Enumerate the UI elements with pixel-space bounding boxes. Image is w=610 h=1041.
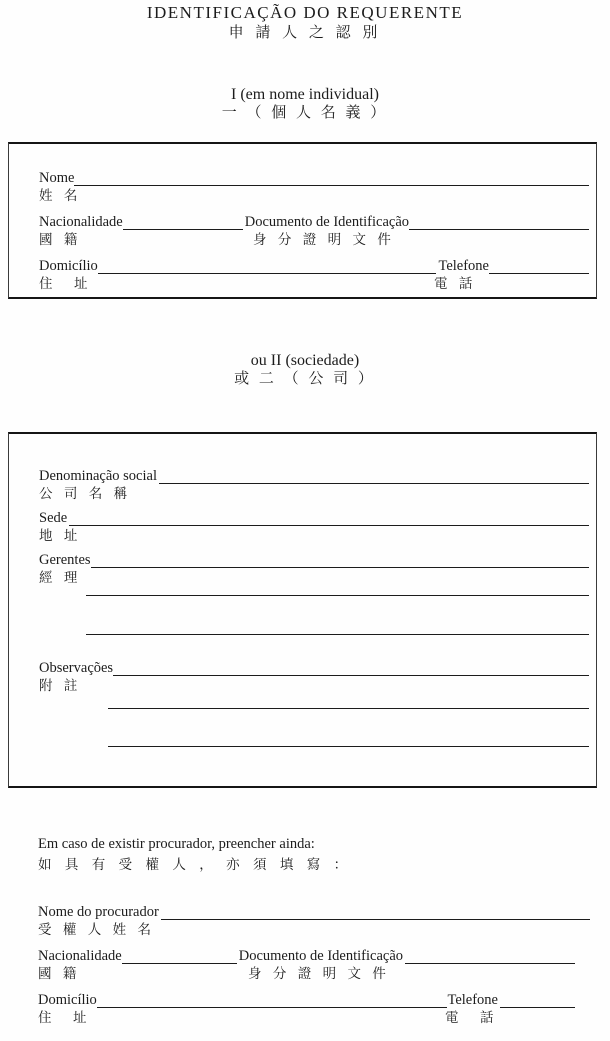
individual-fieldset	[8, 142, 597, 299]
procurador-nome-label-zh: 受 權 人 姓 名	[38, 922, 155, 937]
page-title-zh: 申 請 人 之 認 別	[228, 25, 382, 41]
procurador-nome-input-line[interactable]	[161, 904, 590, 920]
procurador-nome-label: Nome do procurador	[38, 904, 159, 920]
procurador-nacionalidade-label-zh: 國 籍	[38, 966, 81, 981]
procurador-note-pt: Em caso de existir procurador, preencher ainda:	[38, 836, 315, 852]
nome-row	[39, 168, 589, 186]
observacoes-label: Observações	[39, 660, 114, 676]
observacoes-label-zh: 附 註	[39, 678, 82, 693]
denominacao-label-zh: 公 司 名 稱	[39, 486, 132, 501]
domicilio-label-zh: 住 址	[39, 276, 92, 291]
section-individual-heading-pt: I (em nome individual)	[231, 86, 379, 103]
observacoes-input-line[interactable]	[113, 660, 589, 676]
denominacao-row	[39, 466, 589, 484]
section-individual-heading	[0, 86, 610, 130]
gerentes-input-line[interactable]	[91, 552, 589, 568]
sede-label-zh: 地 址	[39, 528, 82, 543]
sede-input-line[interactable]	[69, 510, 589, 526]
document-title-block	[0, 3, 610, 50]
sede-row	[39, 508, 589, 526]
nacionalidade-input-line[interactable]	[123, 214, 243, 230]
section-sociedade-heading	[0, 352, 610, 396]
procurador-documento-label: Documento de Identificação	[238, 948, 404, 964]
procurador-fieldset	[38, 898, 590, 1034]
sede-label: Sede	[39, 510, 68, 526]
domicilio-telefone-row	[39, 256, 589, 274]
domicilio-input-line[interactable]	[98, 258, 437, 274]
procurador-note	[38, 836, 352, 881]
observacoes-row	[39, 658, 589, 676]
procurador-telefone-label: Telefone	[447, 992, 498, 1008]
procurador-note-zh: 如 具 有 受 權 人 ， 亦 須 填 寫 ：	[38, 857, 353, 872]
procurador-nome-row	[38, 902, 590, 920]
gerentes-label: Gerentes	[39, 552, 91, 568]
nacionalidade-documento-row-zh	[39, 232, 589, 247]
documento-label-zh: 身 分 證 明 文 件	[253, 232, 395, 247]
procurador-documento-input-line[interactable]	[405, 948, 575, 964]
procurador-domicilio-input-line[interactable]	[97, 992, 448, 1008]
nome-input-line[interactable]	[74, 170, 589, 186]
domicilio-telefone-row-zh	[39, 276, 589, 291]
denominacao-input-line[interactable]	[159, 468, 589, 484]
nacionalidade-documento-row	[39, 212, 589, 230]
procurador-domicilio-telefone-row	[38, 990, 590, 1008]
nome-label: Nome	[39, 170, 75, 186]
procurador-nacionalidade-documento-row-zh	[38, 966, 590, 981]
procurador-domicilio-label: Domicílio	[38, 992, 97, 1008]
section-individual-heading-zh: 一 （ 個 人 名 義 ）	[221, 105, 389, 121]
section-sociedade-heading-zh: 或 二 （ 公 司 ）	[234, 371, 376, 387]
procurador-nacionalidade-documento-row	[38, 946, 590, 964]
nacionalidade-label-zh: 國 籍	[39, 232, 82, 247]
domicilio-label: Domicílio	[39, 258, 98, 274]
documento-label: Documento de Identificação	[244, 214, 410, 230]
gerentes-extra-line-1[interactable]	[86, 595, 589, 596]
nacionalidade-label: Nacionalidade	[39, 214, 123, 230]
procurador-domicilio-label-zh: 住 址	[38, 1010, 91, 1025]
procurador-documento-label-zh: 身 分 證 明 文 件	[248, 966, 390, 981]
section-sociedade-heading-pt: ou II (sociedade)	[250, 352, 360, 369]
nome-label-zh: 姓 名	[39, 188, 82, 203]
telefone-label-zh: 電 話	[434, 276, 477, 291]
documento-input-line[interactable]	[409, 214, 589, 230]
procurador-domicilio-telefone-row-zh	[38, 1010, 590, 1025]
telefone-label: Telefone	[438, 258, 489, 274]
gerentes-extra-line-2[interactable]	[86, 634, 589, 635]
observacoes-extra-line-2[interactable]	[108, 746, 589, 747]
denominacao-label: Denominação social	[39, 468, 157, 484]
procurador-nacionalidade-label: Nacionalidade	[38, 948, 122, 964]
sociedade-fieldset	[8, 432, 597, 788]
telefone-input-line[interactable]	[489, 258, 589, 274]
gerentes-row	[39, 550, 589, 568]
procurador-nacionalidade-input-line[interactable]	[122, 948, 237, 964]
page-title: IDENTIFICAÇÃO DO REQUERENTE	[146, 3, 464, 22]
gerentes-label-zh: 經 理	[39, 570, 82, 585]
procurador-telefone-input-line[interactable]	[500, 992, 575, 1008]
observacoes-extra-line-1[interactable]	[108, 708, 589, 709]
procurador-telefone-label-zh: 電 話	[445, 1010, 498, 1025]
